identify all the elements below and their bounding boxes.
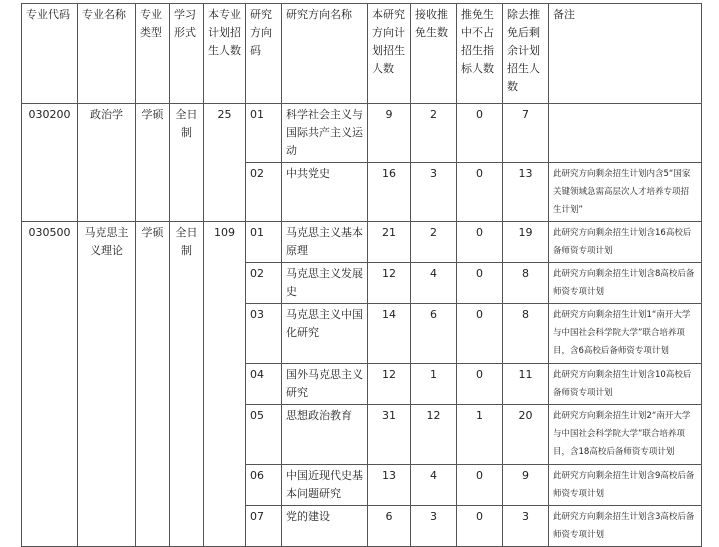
direction-remaining: 8 bbox=[503, 304, 549, 364]
direction-accepted: 2 bbox=[411, 222, 457, 263]
major-name: 政治学 bbox=[78, 104, 136, 222]
direction-excluded: 0 bbox=[457, 263, 503, 304]
header-excluded: 推免生中不占招生指标人数 bbox=[457, 4, 503, 104]
direction-note bbox=[549, 104, 702, 163]
major-quota: 25 bbox=[204, 104, 246, 222]
direction-note: 此研究方向剩余招生计划含9高校后备师资专项计划 bbox=[549, 465, 702, 506]
direction-accepted: 1 bbox=[411, 364, 457, 405]
direction-name: 党的建设 bbox=[282, 506, 368, 547]
major-type: 学硕 bbox=[136, 222, 170, 547]
direction-note: 此研究方向剩余招生计划1“南开大学与中国社会科学院大学”联合培养项目，含6高校后备师资专项计划 bbox=[549, 304, 702, 364]
direction-name: 马克思主义发展史 bbox=[282, 263, 368, 304]
direction-remaining: 13 bbox=[503, 163, 549, 222]
direction-note: 此研究方向剩余招生计划2“南开大学与中国社会科学院大学”联合培养项目，含18高校后备师资专项计划 bbox=[549, 405, 702, 465]
direction-excluded: 0 bbox=[457, 163, 503, 222]
header-form: 学习形式 bbox=[170, 4, 204, 104]
direction-accepted: 4 bbox=[411, 263, 457, 304]
direction-name: 马克思主义基本原理 bbox=[282, 222, 368, 263]
direction-name: 马克思主义中国化研究 bbox=[282, 304, 368, 364]
direction-accepted: 3 bbox=[411, 506, 457, 547]
direction-note: 此研究方向剩余招生计划内含5“国家关键领域急需高层次人才培养专项招生计划” bbox=[549, 163, 702, 222]
direction-remaining: 7 bbox=[503, 104, 549, 163]
direction-excluded: 0 bbox=[457, 104, 503, 163]
direction-accepted: 4 bbox=[411, 465, 457, 506]
direction-code: 05 bbox=[246, 405, 282, 465]
header-accepted: 接收推免生数 bbox=[411, 4, 457, 104]
direction-quota: 9 bbox=[368, 104, 411, 163]
direction-quota: 13 bbox=[368, 465, 411, 506]
direction-note: 此研究方向剩余招生计划含16高校后备师资专项计划 bbox=[549, 222, 702, 263]
direction-excluded: 0 bbox=[457, 304, 503, 364]
direction-remaining: 11 bbox=[503, 364, 549, 405]
header-direction-name: 研究方向名称 bbox=[282, 4, 368, 104]
direction-name: 中共党史 bbox=[282, 163, 368, 222]
direction-remaining: 19 bbox=[503, 222, 549, 263]
direction-excluded: 0 bbox=[457, 222, 503, 263]
direction-note: 此研究方向剩余招生计划含8高校后备师资专项计划 bbox=[549, 263, 702, 304]
direction-code: 01 bbox=[246, 222, 282, 263]
direction-note: 此研究方向剩余招生计划含10高校后备师资专项计划 bbox=[549, 364, 702, 405]
header-direction-code: 研究方向码 bbox=[246, 4, 282, 104]
direction-name: 思想政治教育 bbox=[282, 405, 368, 465]
direction-quota: 12 bbox=[368, 263, 411, 304]
direction-excluded: 0 bbox=[457, 364, 503, 405]
direction-remaining: 20 bbox=[503, 405, 549, 465]
enrollment-table bbox=[21, 3, 702, 547]
direction-quota: 12 bbox=[368, 364, 411, 405]
direction-code: 07 bbox=[246, 506, 282, 547]
direction-accepted: 6 bbox=[411, 304, 457, 364]
direction-code: 02 bbox=[246, 163, 282, 222]
major-form: 全日制 bbox=[170, 104, 204, 222]
major-form: 全日制 bbox=[170, 222, 204, 547]
direction-quota: 16 bbox=[368, 163, 411, 222]
direction-quota: 6 bbox=[368, 506, 411, 547]
direction-code: 06 bbox=[246, 465, 282, 506]
major-code: 030200 bbox=[22, 104, 78, 222]
direction-code: 04 bbox=[246, 364, 282, 405]
direction-excluded: 1 bbox=[457, 405, 503, 465]
direction-accepted: 12 bbox=[411, 405, 457, 465]
header-remaining: 除去推免后剩余计划招生人数 bbox=[503, 4, 549, 104]
direction-code: 02 bbox=[246, 263, 282, 304]
direction-note: 此研究方向剩余招生计划含3高校后备师资专项计划 bbox=[549, 506, 702, 547]
header-type: 专业类型 bbox=[136, 4, 170, 104]
header-row bbox=[22, 4, 702, 104]
header-name: 专业名称 bbox=[78, 4, 136, 104]
direction-name: 中国近现代史基本问题研究 bbox=[282, 465, 368, 506]
direction-code: 03 bbox=[246, 304, 282, 364]
direction-quota: 14 bbox=[368, 304, 411, 364]
direction-code: 01 bbox=[246, 104, 282, 163]
direction-excluded: 0 bbox=[457, 465, 503, 506]
header-direction-quota: 本研究方向计划招生人数 bbox=[368, 4, 411, 104]
major-type: 学硕 bbox=[136, 104, 170, 222]
major-quota: 109 bbox=[204, 222, 246, 547]
header-note: 备注 bbox=[549, 4, 702, 104]
table-row bbox=[22, 222, 702, 263]
direction-excluded: 0 bbox=[457, 506, 503, 547]
direction-quota: 21 bbox=[368, 222, 411, 263]
major-code: 030500 bbox=[22, 222, 78, 547]
direction-remaining: 8 bbox=[503, 263, 549, 304]
direction-name: 国外马克思主义研究 bbox=[282, 364, 368, 405]
direction-name: 科学社会主义与国际共产主义运动 bbox=[282, 104, 368, 163]
direction-accepted: 3 bbox=[411, 163, 457, 222]
direction-remaining: 3 bbox=[503, 506, 549, 547]
major-name: 马克思主义理论 bbox=[78, 222, 136, 547]
table-row bbox=[22, 104, 702, 163]
direction-remaining: 9 bbox=[503, 465, 549, 506]
header-quota: 本专业计划招生人数 bbox=[204, 4, 246, 104]
direction-accepted: 2 bbox=[411, 104, 457, 163]
header-code: 专业代码 bbox=[22, 4, 78, 104]
direction-quota: 31 bbox=[368, 405, 411, 465]
